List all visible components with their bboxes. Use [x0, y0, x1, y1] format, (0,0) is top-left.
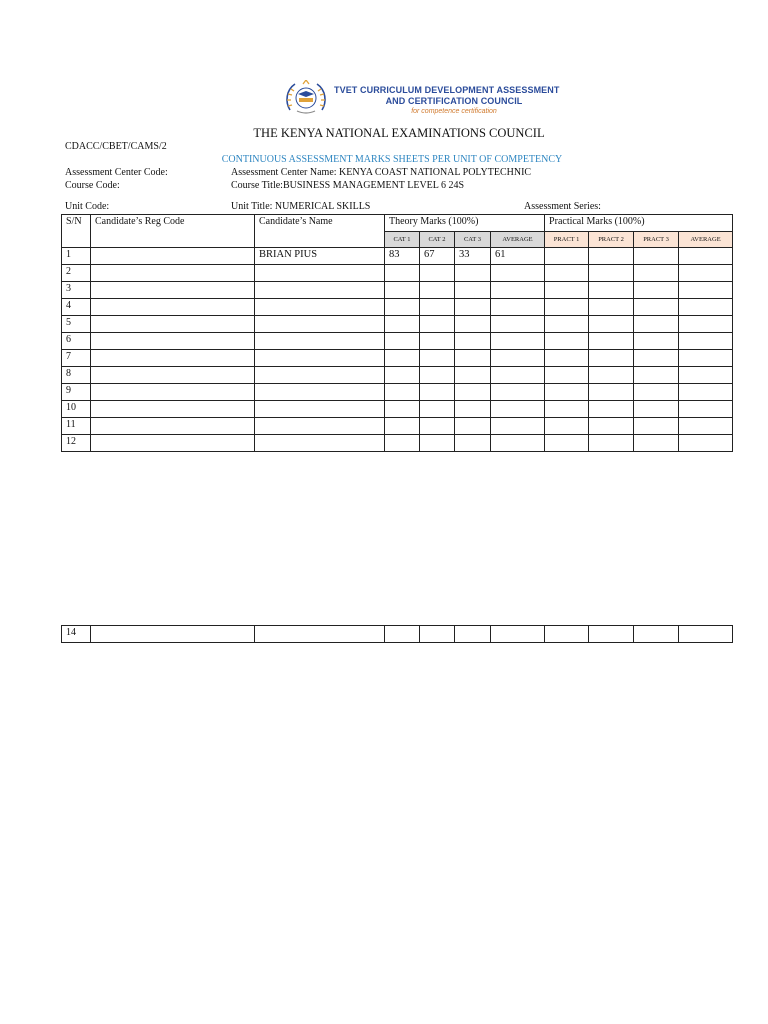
table-row: [62, 350, 733, 367]
reg-code-cell: [91, 435, 255, 452]
practical-average-cell: [679, 248, 733, 265]
cat2-cell: [420, 384, 455, 401]
theory-col-average: AVERAGE: [491, 232, 545, 248]
theory-average-cell: [491, 418, 545, 435]
sn-cell: 5: [62, 316, 91, 333]
pract3-cell: [634, 316, 679, 333]
cat3-cell: [455, 350, 491, 367]
practical-average-cell: [679, 333, 733, 350]
practical-average-cell: [679, 626, 733, 643]
table-row: [62, 282, 733, 299]
cat2-cell: [420, 333, 455, 350]
table-row: [62, 265, 733, 282]
cat3-cell: [455, 626, 491, 643]
pract3-cell: [634, 248, 679, 265]
cat3-cell: [455, 333, 491, 350]
theory-col-cat3: CAT 3: [455, 232, 491, 248]
theory-col-cat2: CAT 2: [420, 232, 455, 248]
candidate-name-cell: [255, 435, 385, 452]
cat3-cell: [455, 316, 491, 333]
cat3-cell: [455, 299, 491, 316]
course-code-label: Course Code:: [65, 180, 120, 191]
candidate-name-cell: [255, 333, 385, 350]
cat2-cell: [420, 435, 455, 452]
practical-average-cell: [679, 435, 733, 452]
cat1-cell: 83: [385, 248, 420, 265]
cat1-cell: [385, 350, 420, 367]
cat1-cell: [385, 333, 420, 350]
theory-average-cell: [491, 435, 545, 452]
center-name: Assessment Center Name: KENYA COAST NATIONAL POLYTECHNIC: [231, 167, 532, 178]
reg-code-cell: [91, 316, 255, 333]
pract1-cell: [545, 248, 589, 265]
table-row: [62, 401, 733, 418]
cat1-cell: [385, 367, 420, 384]
page-title: THE KENYA NATIONAL EXAMINATIONS COUNCIL: [253, 126, 545, 140]
pract3-cell: [634, 435, 679, 452]
sn-cell: 1: [62, 248, 91, 265]
candidate-name-cell: [255, 418, 385, 435]
unit-title: Unit Title: NUMERICAL SKILLS: [231, 201, 371, 212]
pract2-cell: [589, 384, 634, 401]
pract2-cell: [589, 265, 634, 282]
cat1-cell: [385, 265, 420, 282]
table-row: [62, 418, 733, 435]
cat1-cell: [385, 435, 420, 452]
pract2-cell: [589, 299, 634, 316]
course-title: Course Title:BUSINESS MANAGEMENT LEVEL 6 24S: [231, 180, 465, 191]
practical-marks-header: Practical Marks (100%): [545, 215, 733, 232]
candidate-name-cell: [255, 626, 385, 643]
reg-code-cell: [91, 367, 255, 384]
sheet-subtitle: CONTINUOUS ASSESSMENT MARKS SHEETS PER UNIT OF COMPETENCY: [221, 154, 563, 165]
pract3-cell: [634, 350, 679, 367]
practical-average-cell: [679, 384, 733, 401]
pract2-cell: [589, 316, 634, 333]
cat2-cell: [420, 350, 455, 367]
pract3-cell: [634, 367, 679, 384]
pract1-cell: [545, 401, 589, 418]
cat1-cell: [385, 316, 420, 333]
pract3-cell: [634, 384, 679, 401]
theory-average-cell: [491, 316, 545, 333]
pract1-cell: [545, 418, 589, 435]
sn-cell: 8: [62, 367, 91, 384]
cat3-cell: [455, 265, 491, 282]
cat2-cell: [420, 401, 455, 418]
sn-header: S/N: [62, 215, 91, 248]
pract3-cell: [634, 333, 679, 350]
council-logo-emblem: [283, 80, 329, 116]
reg-code-cell: [91, 282, 255, 299]
pract3-cell: [634, 418, 679, 435]
reg-code-cell: [91, 350, 255, 367]
candidate-name-cell: BRIAN PIUS: [255, 248, 385, 265]
pract3-cell: [634, 265, 679, 282]
theory-average-cell: [491, 333, 545, 350]
sn-cell: 2: [62, 265, 91, 282]
sn-cell: 9: [62, 384, 91, 401]
candidate-name-cell: [255, 401, 385, 418]
practical-average-cell: [679, 316, 733, 333]
pract2-cell: [589, 248, 634, 265]
pract1-cell: [545, 333, 589, 350]
cat2-cell: [420, 418, 455, 435]
candidate-name-cell: [255, 350, 385, 367]
pract2-cell: [589, 401, 634, 418]
pract1-cell: [545, 316, 589, 333]
practical-average-cell: [679, 418, 733, 435]
sn-cell: 10: [62, 401, 91, 418]
practical-average-cell: [679, 265, 733, 282]
cat1-cell: [385, 282, 420, 299]
table-row: [62, 299, 733, 316]
cat2-cell: [420, 367, 455, 384]
pract3-cell: [634, 626, 679, 643]
sn-cell: 7: [62, 350, 91, 367]
pract1-cell: [545, 384, 589, 401]
pract1-cell: [545, 435, 589, 452]
logo-line2: AND CERTIFICATION COUNCIL: [385, 96, 523, 106]
sn-cell: 6: [62, 333, 91, 350]
cat3-cell: [455, 367, 491, 384]
theory-average-cell: [491, 350, 545, 367]
candidate-name-cell: [255, 299, 385, 316]
reg-code-cell: [91, 401, 255, 418]
assessment-series-label: Assessment Series:: [524, 201, 601, 212]
pract2-cell: [589, 418, 634, 435]
table-row: [62, 435, 733, 452]
logo-tagline: for competence certification: [411, 108, 497, 115]
theory-average-cell: [491, 299, 545, 316]
theory-average-cell: [491, 265, 545, 282]
cat3-cell: [455, 282, 491, 299]
cat3-cell: [455, 435, 491, 452]
center-code-label: Assessment Center Code:: [65, 167, 168, 178]
theory-average-cell: [491, 626, 545, 643]
practical-average-cell: [679, 299, 733, 316]
theory-average-cell: [491, 282, 545, 299]
theory-average-cell: [491, 401, 545, 418]
candidate-name-cell: [255, 265, 385, 282]
sn-cell: 11: [62, 418, 91, 435]
table-row: [62, 333, 733, 350]
practical-col-average: AVERAGE: [679, 232, 733, 248]
pract3-cell: [634, 282, 679, 299]
theory-average-cell: [491, 367, 545, 384]
practical-col-pract2: PRACT 2: [589, 232, 634, 248]
logo-text: [334, 85, 574, 117]
candidate-name-header: Candidate’s Name: [255, 215, 385, 248]
cat2-cell: [420, 282, 455, 299]
pract1-cell: [545, 350, 589, 367]
table-row: [62, 248, 733, 265]
reg-code-cell: [91, 626, 255, 643]
practical-col-pract3: PRACT 3: [634, 232, 679, 248]
reg-code-cell: [91, 248, 255, 265]
pract3-cell: [634, 299, 679, 316]
cat3-cell: 33: [455, 248, 491, 265]
cat1-cell: [385, 626, 420, 643]
cat2-cell: [420, 626, 455, 643]
sn-cell: 12: [62, 435, 91, 452]
pract2-cell: [589, 282, 634, 299]
cat2-cell: [420, 316, 455, 333]
pract1-cell: [545, 367, 589, 384]
reg-code-cell: [91, 333, 255, 350]
pract1-cell: [545, 626, 589, 643]
reg-code-header: Candidate’s Reg Code: [91, 215, 255, 248]
pract2-cell: [589, 435, 634, 452]
candidate-name-cell: [255, 316, 385, 333]
table-row: [62, 626, 733, 643]
reg-code-cell: [91, 299, 255, 316]
theory-average-cell: 61: [491, 248, 545, 265]
cat3-cell: [455, 401, 491, 418]
cat1-cell: [385, 401, 420, 418]
cat3-cell: [455, 384, 491, 401]
reg-code-cell: [91, 418, 255, 435]
logo-line1: TVET CURRICULUM DEVELOPMENT ASSESSMENT: [334, 85, 560, 95]
marks-table: [61, 214, 733, 452]
practical-average-cell: [679, 367, 733, 384]
pract1-cell: [545, 299, 589, 316]
pract3-cell: [634, 401, 679, 418]
pract2-cell: [589, 333, 634, 350]
header-row: [62, 215, 733, 232]
candidate-name-cell: [255, 282, 385, 299]
table-row: [62, 384, 733, 401]
practical-average-cell: [679, 350, 733, 367]
table-row: [62, 316, 733, 333]
unit-code-label: Unit Code:: [65, 201, 110, 212]
pract2-cell: [589, 626, 634, 643]
cat3-cell: [455, 418, 491, 435]
reg-code-cell: [91, 384, 255, 401]
marks-table-continued: [61, 625, 733, 643]
theory-marks-header: Theory Marks (100%): [385, 215, 545, 232]
theory-col-cat1: CAT 1: [385, 232, 420, 248]
table-row: [62, 367, 733, 384]
theory-average-cell: [491, 384, 545, 401]
form-reference: CDACC/CBET/CAMS/2: [65, 141, 167, 152]
practical-col-pract1: PRACT 1: [545, 232, 589, 248]
cat2-cell: [420, 265, 455, 282]
pract2-cell: [589, 367, 634, 384]
practical-average-cell: [679, 282, 733, 299]
cat1-cell: [385, 384, 420, 401]
sn-cell: 14: [62, 626, 91, 643]
pract1-cell: [545, 265, 589, 282]
cat2-cell: 67: [420, 248, 455, 265]
practical-average-cell: [679, 401, 733, 418]
sn-cell: 3: [62, 282, 91, 299]
candidate-name-cell: [255, 367, 385, 384]
cat1-cell: [385, 418, 420, 435]
pract2-cell: [589, 350, 634, 367]
cat1-cell: [385, 299, 420, 316]
sn-cell: 4: [62, 299, 91, 316]
pract1-cell: [545, 282, 589, 299]
reg-code-cell: [91, 265, 255, 282]
candidate-name-cell: [255, 384, 385, 401]
cat2-cell: [420, 299, 455, 316]
